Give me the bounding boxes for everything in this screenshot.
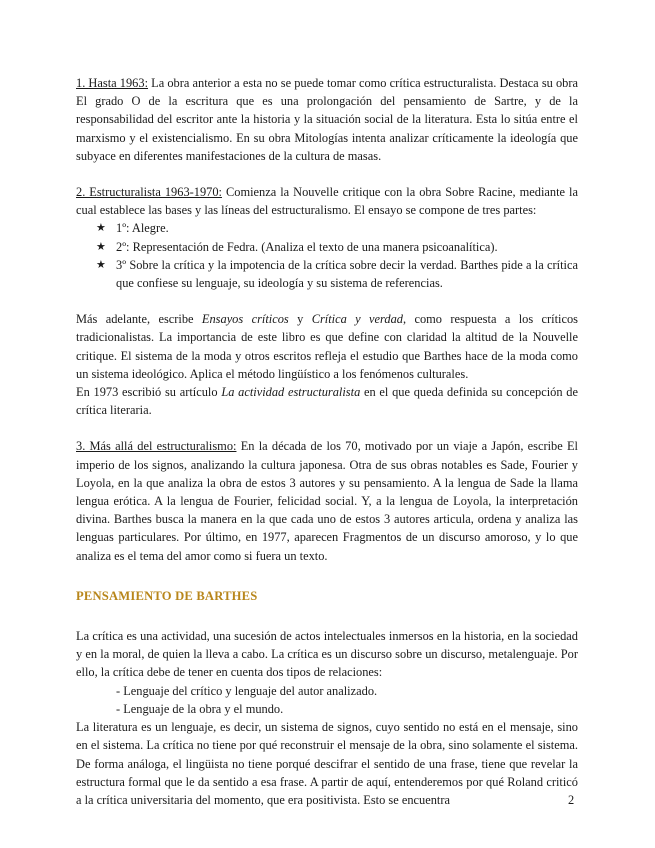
- section-1-text: La obra anterior a esta no se puede tomar como crítica estructuralista. Destaca su obra El grado O de la escritura que es una prolongación del pensamiento de Sartre, y de la responsabilidad del escritor ante la historia y la situación social de la literatura. Esta lo sitúa entre el marxismo y el existencialismo. En su obra Mitologías intenta analizar críticamente la ideología que subyace en diferentes manifestaciones de la cultura de masas.: [76, 76, 578, 163]
- spacer: [76, 292, 578, 310]
- page-number: 2: [568, 793, 575, 807]
- list-item: ★ 1º: Alegre.: [96, 219, 578, 237]
- relations-list: [76, 682, 578, 718]
- section-2-paragraph: [76, 183, 578, 219]
- spacer: [76, 605, 578, 627]
- thought-paragraph-2: La literatura es un lenguaje, es decir, un sistema de signos, cuyo sentido no está en el mensaje, sino en el sistema. La crítica no tiene por qué reconstruir el mensaje de la obra, sino solamente el sistema. De forma análoga, el lingüista no tiene porqué descifrar el sentido de una frase, tiene que revelar la estructura formal que le da sentido a esa frase. A partir de aquí, entenderemos por qué Roland criticó a la crítica universitaria del momento, que era positivista. Esto se encuentra: [76, 720, 578, 807]
- article-1973-paragraph: En 1973 escribió su artículo La actividad estructuralista en el que queda definida su concepción de crítica literaria.: [76, 385, 578, 418]
- section-3-label: 3. Más allá del estructuralismo:: [76, 439, 237, 454]
- section-3-text: En la década de los 70, motivado por un viaje a Japón, escribe El imperio de los signos, analizando la cultura japonesa. Otra de sus obras notables es Sade, Fourier y Loyola, en la que analiza la obra de estos 3 autores y su pensamiento. A la lengua de Sade la llama lengua erótica. A la lengua de Fourier, felicidad social. Y, a la lengua de Loyola, la interpretación divina. Barthes busca la manera en la que cada uno de estos 3 autores articula, ordena y analiza las lenguas particulares. Por último, en 1977, aparecen Fragmentos de un discurso amoroso, y lo que analiza es el tema del amor como si fuera un texto.: [76, 439, 578, 563]
- star-icon: ★: [96, 240, 106, 253]
- thought-paragraph-1: La crítica es una actividad, una sucesión de actos intelectuales inmersos en la historia, en la sociedad y en la moral, de quien la lleva a cabo. La crítica es un discurso sobre un discurso, metalenguaje. Por ello, la crítica debe de tener en cuenta dos tipos de relaciones:: [76, 629, 578, 680]
- title-actividad-estructuralista: La actividad estructuralista: [221, 385, 361, 400]
- title-ensayos-criticos: Ensayos críticos: [201, 312, 289, 327]
- star-icon: ★: [96, 258, 106, 271]
- list-item: - Lenguaje de la obra y el mundo.: [116, 701, 284, 716]
- list-item: ★ 3º Sobre la crítica y la impotencia de la crítica sobre decir la verdad. Barthes pide a la crítica que confiese su lenguaje, su ideología y su sistema de referencias.: [96, 257, 578, 291]
- section-2-text: Comienza la Nouvelle critique con la obra Sobre Racine, mediante la cual establece las bases y las líneas del estructuralismo. El ensayo se compone de tres partes:: [76, 185, 578, 218]
- section-1-label: 1. Hasta 1963:: [76, 76, 149, 90]
- list-item: - Lenguaje del crítico y lenguaje del autor analizado.: [116, 683, 378, 698]
- star-list: [76, 219, 578, 292]
- star-icon: ★: [96, 222, 106, 235]
- page-body: [76, 74, 578, 809]
- section-1-paragraph: [76, 74, 578, 165]
- section-3-paragraph: [76, 437, 578, 564]
- section-heading: PENSAMIENTO DE BARTHES: [76, 588, 258, 603]
- list-item: ★ 2º: Representación de Fedra. (Analiza el texto de una manera psicoanalítica).: [96, 238, 578, 256]
- section-2-label: 2. Estructuralista 1963-1970:: [76, 185, 222, 200]
- title-critica-y-verdad: Crítica y verdad: [311, 312, 403, 327]
- spacer: [76, 419, 578, 437]
- spacer: [76, 165, 578, 183]
- later-works-paragraph: Más adelante, escribe Ensayos críticos y Crítica y verdad, como respuesta a los críticos tradicionalistas. La importancia de este libro es que define con claridad la altitud de la Nouvelle critique. El sistema de la moda y otros escritos refleja el estudio que Barthes hace de la moda como un sistema ideológico. Aplica el método lingüístico a los fenómenos culturales.: [76, 312, 578, 381]
- spacer: [76, 565, 578, 587]
